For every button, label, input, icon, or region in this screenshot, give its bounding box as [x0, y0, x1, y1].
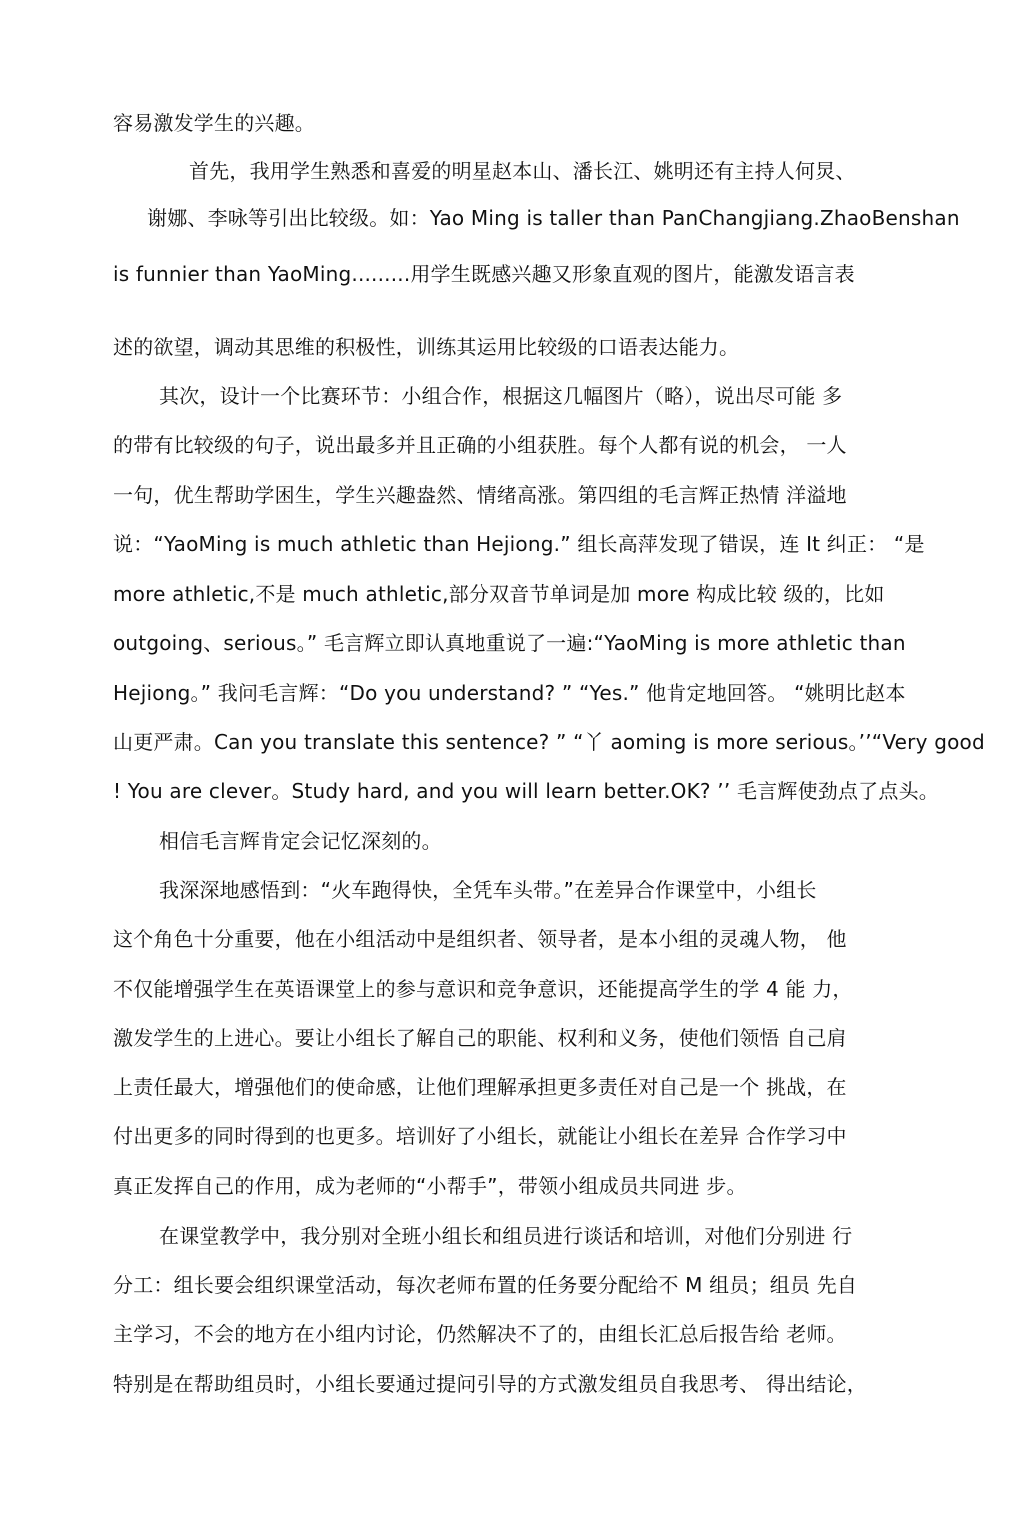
text-line: outgoing、serious。” 毛言辉立即认真地重说了一遍:“YaoMing is more athletic than — [113, 631, 906, 655]
text-line: 我深深地感悟到：“火车跑得快，全凭车头带。”在差异合作课堂中，小组长 — [159, 878, 817, 902]
text-line: 说：“YaoMing is much athletic than Hejiong.” 组长高萍发现了错误，连 It 纠正： “是 — [113, 532, 925, 556]
text-line: is funnier than YaoMing.........用学生既感兴趣又形象直观的图片，能激发语言表 — [113, 262, 855, 286]
text-line: 分工：组长要会组织课堂活动，每次老师布置的任务要分配给不 M 组员；组员 先自 — [113, 1273, 858, 1297]
text-line: more athletic,不是 much athletic,部分双音节单词是加 more 构成比较 级的，比如 — [113, 582, 885, 606]
text-line: 山更严肃。Can you translate this sentence? ” “丫 aoming is more serious。’’“Very good — [113, 730, 985, 754]
text-line: 不仅能增强学生在英语课堂上的参与意识和竞争意识，还能提高学生的学 4 能 力， — [113, 977, 853, 1001]
text-line: 述的欲望，调动其思维的积极性，训练其运用比较级的口语表达能力。 — [113, 335, 740, 359]
text-line: 一句，优生帮助学困生，学生兴趣盎然、情绪高涨。第四组的毛言辉正热情 洋溢地 — [113, 483, 847, 507]
text-line: 首先，我用学生熟悉和喜爱的明星赵本山、潘长江、姚明还有主持人何炅、 — [189, 159, 856, 183]
text-line: 这个角色十分重要，他在小组活动中是组织者、领导者，是本小组的灵魂人物， 他 — [113, 927, 847, 951]
text-line: 其次，设计一个比赛环节：小组合作，根据这几幅图片（略），说出尽可能 多 — [159, 384, 843, 408]
text-line: 上责任最大，增强他们的使命感，让他们理解承担更多责任对自己是一个 挑战，在 — [113, 1075, 847, 1099]
text-line: 相信毛言辉肯定会记忆深刻的。 — [159, 829, 442, 853]
text-line: 谢娜、李咏等引出比较级。如：Yao Ming is taller than PanChangjiang.ZhaoBenshan — [147, 206, 960, 230]
text-line: 主学习，不会的地方在小组内讨论，仍然解决不了的，由组长汇总后报告给 老师。 — [113, 1322, 847, 1346]
text-line: Hejiong。” 我问毛言辉：“Do you understand? ” “Yes.” 他肯定地回答。 “姚明比赵本 — [113, 681, 906, 705]
text-line: ! You are clever。Study hard, and you will learn better.OK? ’’ 毛言辉使劲点了点头。 — [113, 779, 939, 803]
text-line: 特别是在帮助组员时，小组长要通过提问引导的方式激发组员自我思考、 得出结论， — [113, 1372, 867, 1396]
text-line: 容易激发学生的兴趣。 — [113, 111, 315, 135]
text-line: 激发学生的上进心。要让小组长了解自己的职能、权利和义务，使他们领悟 自己肩 — [113, 1026, 847, 1050]
text-line: 付出更多的同时得到的也更多。培训好了小组长，就能让小组长在差异 合作学习中 — [113, 1124, 847, 1148]
text-line: 在课堂教学中，我分别对全班小组长和组员进行谈话和培训，对他们分别进 行 — [159, 1224, 853, 1248]
text-line: 的带有比较级的句子，说出最多并且正确的小组获胜。每个人都有说的机会， 一人 — [113, 433, 847, 457]
text-line: 真正发挥自己的作用，成为老师的“小帮手”，带领小组成员共同进 步。 — [113, 1174, 747, 1198]
